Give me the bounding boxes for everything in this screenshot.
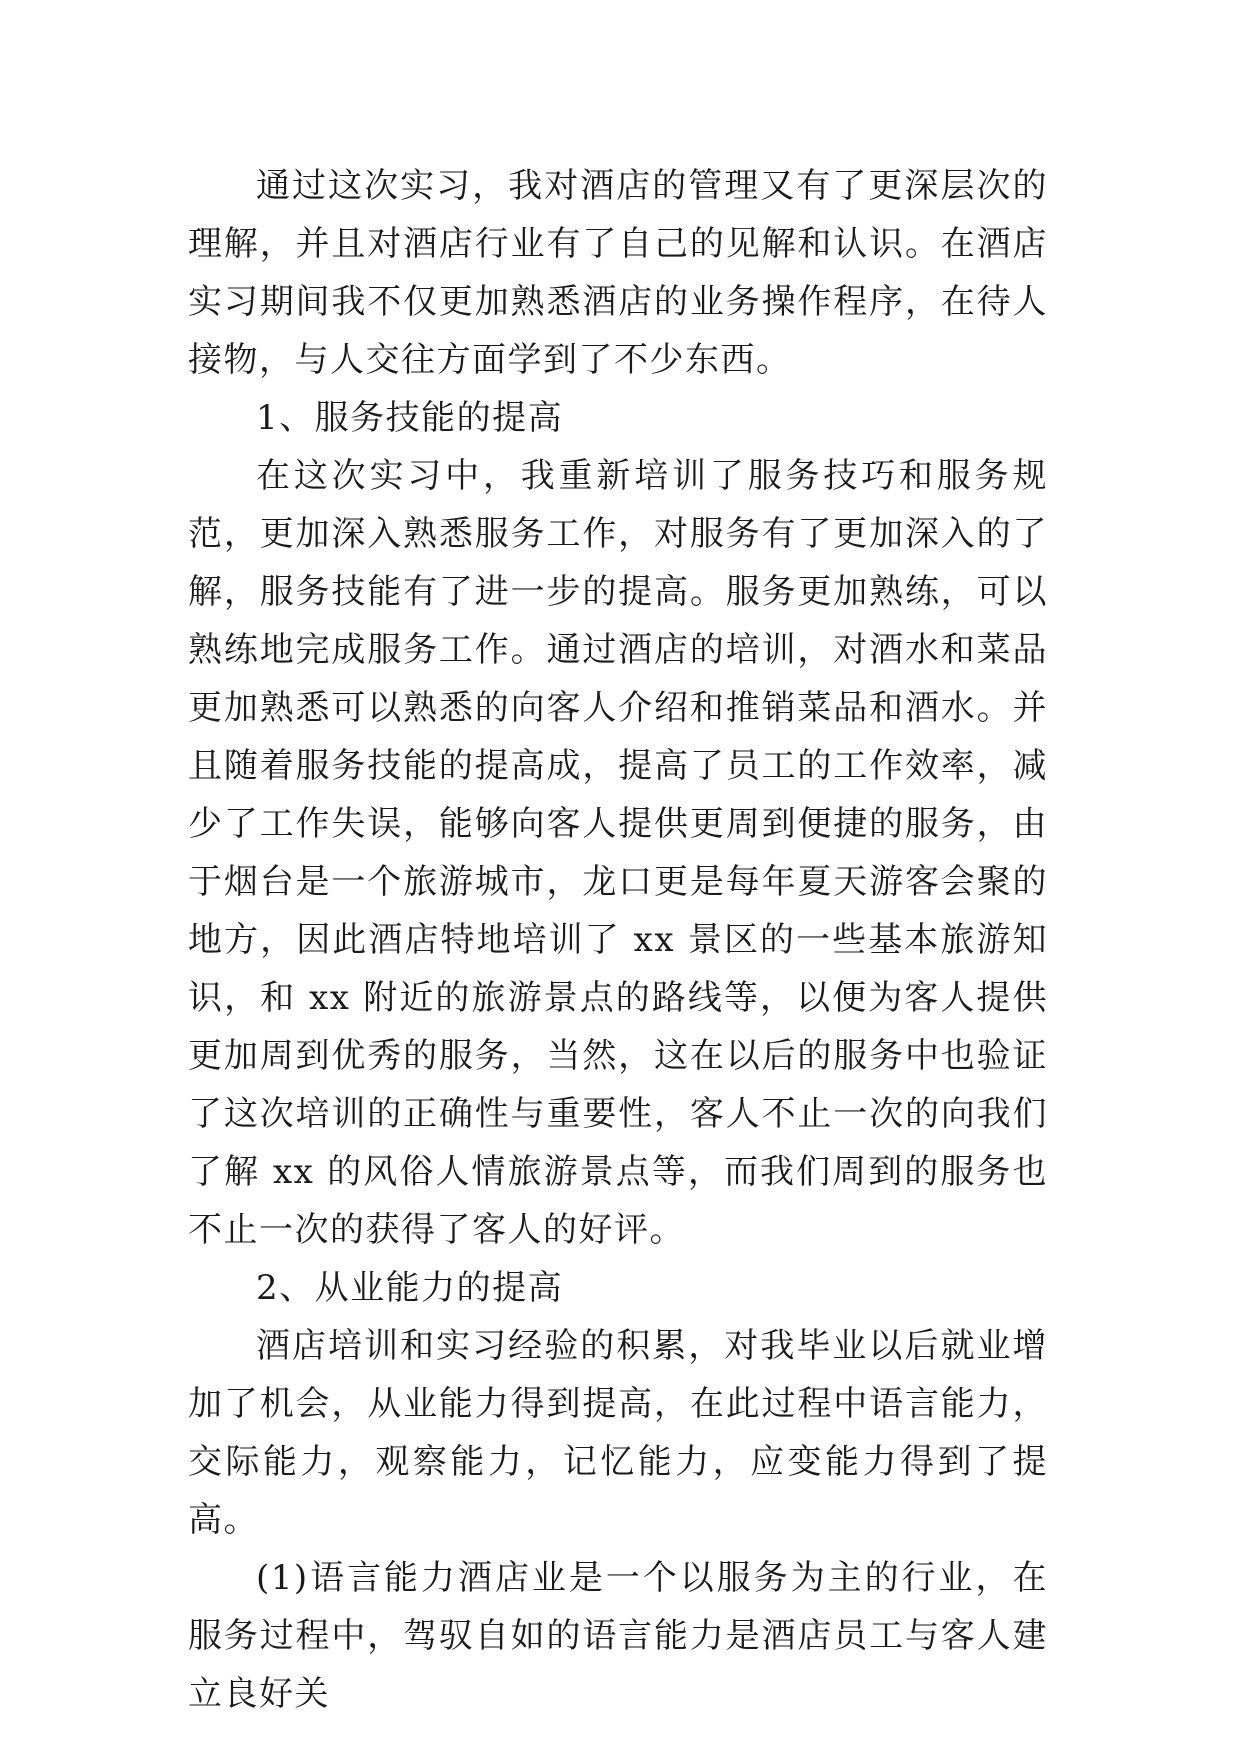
paragraph-professional-ability: 酒店培训和实习经验的积累，对我毕业以后就业增加了机会，从业能力得到提高，在此过程中语言能力，交际能力，观察能力，记忆能力，应变能力得到了提高。 bbox=[188, 1326, 1048, 1540]
paragraph-service-skills: 在这次实习中，我重新培训了服务技巧和服务规范，更加深入熟悉服务工作，对服务有了更加深入的了解，服务技能有了进一步的提高。服务更加熟练，可以熟练地完成服务工作。通过酒店的培训，对酒水和菜品更加熟悉可以熟悉的向客人介绍和推销菜品和酒水。并且随着服务技能的提高成，提高了员工的工作效率，减少了工作失误，能够向客人提供更周到便捷的服务，由于烟台是一个旅游城市，龙口更是每年夏天游客会聚的地方，因此酒店特地培训了 xx 景区的一些基本旅游知识，和 xx 附近的旅游景点的路线等，以便为客人提供更加周到优秀的服务，当然，这在以后的服务中也验证了这次培训的正确性与重要性，客人不止一次的向我们了解 xx 的风俗人情旅游景点等，而我们周到的服务也不止一次的获得了客人的好评。 bbox=[188, 456, 1048, 1250]
document-body bbox=[188, 157, 1048, 1723]
paragraph-language-ability: (1)语言能力酒店业是一个以服务为主的行业，在服务过程中，驾驭自如的语言能力是酒店员工与客人建立良好关 bbox=[188, 1558, 1048, 1714]
section-heading-professional-ability: 2、从业能力的提高 bbox=[256, 1268, 564, 1308]
paragraph-internship-understanding: 通过这次实习，我对酒店的管理又有了更深层次的理解，并且对酒店行业有了自己的见解和认识。在酒店实习期间我不仅更加熟悉酒店的业务操作程序，在待人接物，与人交往方面学到了不少东西。 bbox=[188, 166, 1048, 380]
section-heading-service-skills: 1、服务技能的提高 bbox=[256, 398, 564, 438]
